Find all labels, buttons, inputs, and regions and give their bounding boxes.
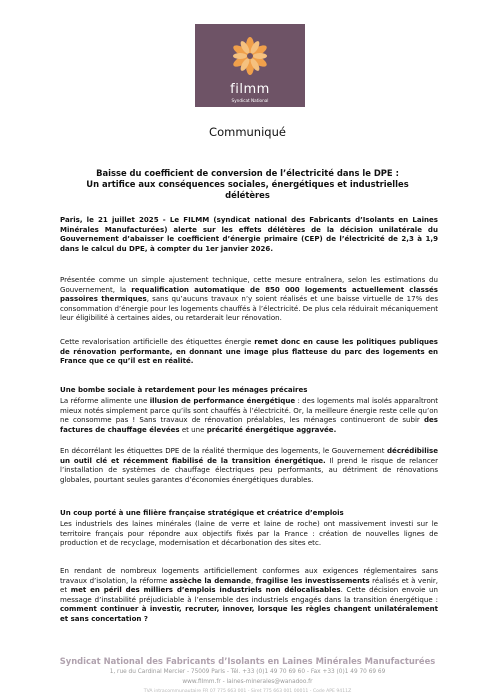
- paragraph-1: Présentée comme un simple ajustement technique, cette mesure entraînera, selon les estimations du Gouvernement, la requalification automatique de 850 000 logements actuellement classés passoires thermiques, sans qu’aucuns travaux n’y soient réalisés et une baisse virtuelle de 17% des consommation d’énergie pour les logements chauffés à l’électricité. De plus cela réduirait mécaniquement leur éligibilité à certaines aides, ou retarderait leur rénovation.: [60, 275, 439, 323]
- section-2-heading: Un coup porté à une filière française stratégique et créatrice d’emplois: [60, 508, 344, 517]
- section-1-paragraph-2: En décorrélant les étiquettes DPE de la réalité thermique des logements, le Gouvernement décrédibilise un outil clé et récemment fiabilisé de la transition énergétique. Il prend le risque de relancer l’installation de systèmes de chauffage électriques peu performants, au détriment de rénovations globales, pourtant seules garantes d’économies énergétiques durables.: [60, 446, 438, 484]
- paragraph-2: Cette revalorisation artificielle des étiquettes énergie remet donc en cause les politiques publiques de rénovation performante, en donnant une image plus flatteuse du parc des logements en France que ce qu’il est en réalité.: [60, 337, 438, 366]
- flower-icon: [195, 24, 305, 86]
- title-line-2: Un artifice aux conséquences sociales, énergétiques et industrielles délétères: [86, 179, 409, 200]
- logo-subtitle: Syndicat National: [231, 98, 269, 103]
- press-release-title: [65, 168, 430, 201]
- section-2-paragraph-1: Les industriels des laines minérales (laine de verre et laine de roche) ont massivement investi sur le territoire français pour répondre aux objectifs fixés par la France : création de nouvelles lignes de production et de recyclage, modernisation et décarbonation des sites etc.: [60, 519, 438, 548]
- footer-legal: TVA intracommunautaire FR 07 775 663 001 - Siret 775 663 001 00011 - Code APE 9411Z: [143, 689, 352, 694]
- footer-web: www.filmm.fr - laines-minerales@wanadoo.fr: [182, 679, 313, 685]
- section-1-heading: Une bombe sociale à retardement pour les ménages précaires: [60, 385, 308, 394]
- footer-address: 1, rue du Cardinal Mercier - 75009 Paris - Tél. +33 (0)1 49 70 69 60 - Fax +33 (0)1 49 70 69 69: [109, 669, 386, 675]
- title-line-1: Baisse du coefficient de conversion de l’électricité dans le DPE :: [96, 168, 399, 178]
- filmm-logo: [195, 24, 305, 107]
- footer-title: Syndicat National des Fabricants d’Isolants en Laines Minérales Manufacturées: [59, 656, 436, 666]
- section-2-paragraph-2: En rendant de nombreux logements artificiellement conformes aux exigences réglementaires sans travaux d’isolation, la réforme assèche la demande, fragilise les investissements réalisés et à venir, et met en péril des milliers d’emplois industriels non délocalisables. Cette décision envoie un message d’instabilité préjudiciable à l’ensemble des industriels engagés dans la transition énergétique : comment continuer à investir, recruter, innover, lorsque les règles changent unilatéralement et sans concertation ?: [60, 566, 438, 623]
- logo-name: filmm: [230, 82, 270, 97]
- section-1-paragraph-1: La réforme alimente une illusion de performance énergétique : des logements mal isolés apparaîtront mieux notés simplement parce qu’ils sont chauffés à l’électricité. Or, la meilleure énergie reste celle qu’on ne consomme pas ! Sans travaux de rénovation préalables, les ménages continueront de subir des factures de chauffage élevées et une précarité énergétique aggravée.: [60, 396, 438, 434]
- intro-paragraph: Paris, le 21 juillet 2025 - Le FILMM (syndicat national des Fabricants d’Isolants en Laines Minérales Manufacturées) alerte sur les effets délétères de la décision unilatérale du Gouvernement d’abaisser le coefficient d’énergie primaire (CEP) de l’électricité de 2,3 à 1,9 dans le calcul du DPE, à compter du 1er janvier 2026.: [60, 215, 438, 253]
- document-heading: Communiqué: [209, 125, 286, 139]
